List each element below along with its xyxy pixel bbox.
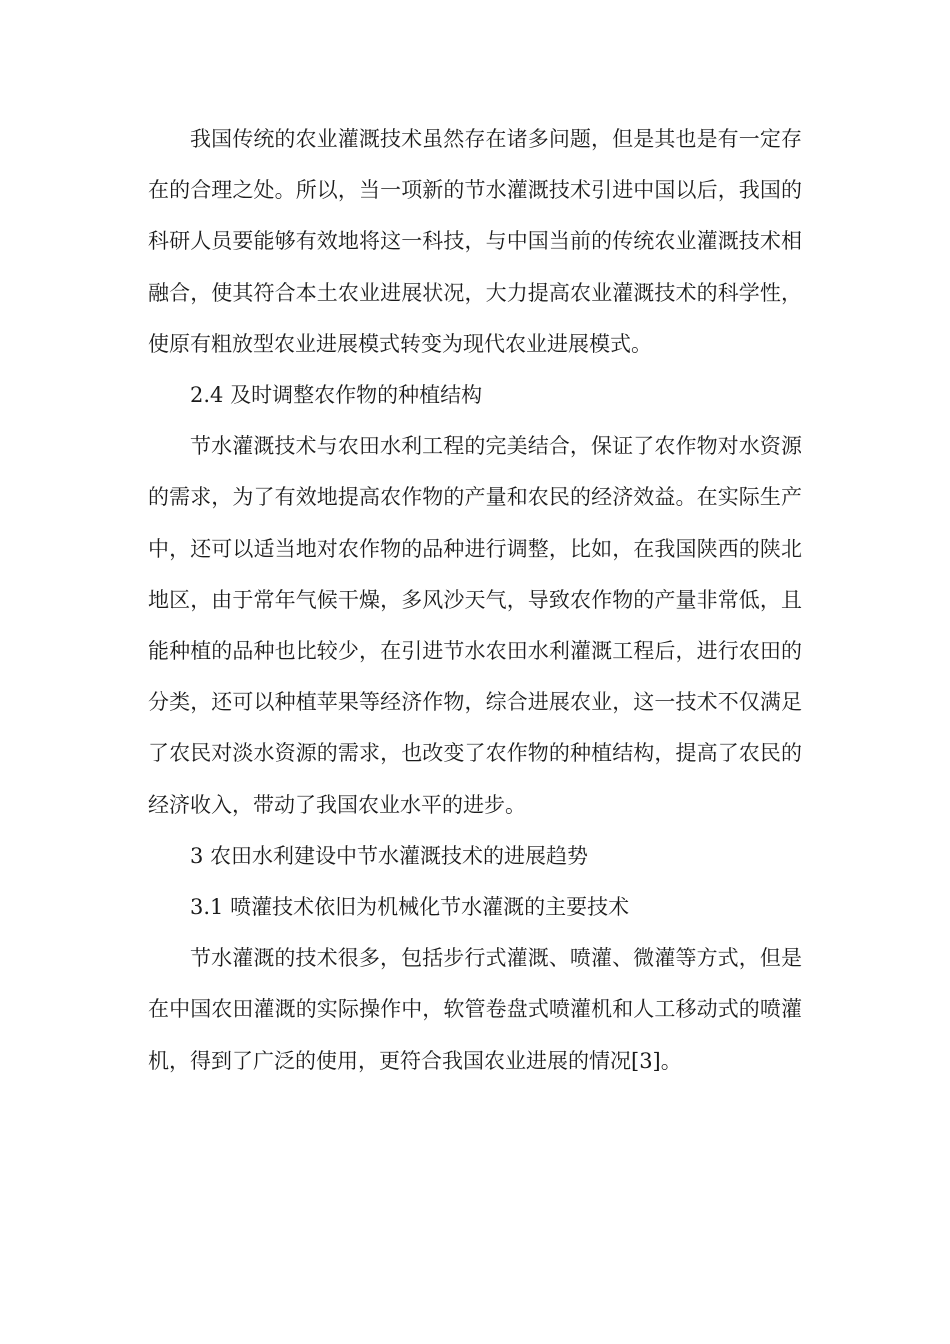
document-body [148, 114, 802, 1087]
section-heading-2-4: 2.4 及时调整农作物的种植结构 [190, 383, 483, 408]
section-heading-3-1: 3.1 喷灌技术依旧为机械化节水灌溉的主要技术 [190, 895, 630, 920]
section-heading-3: 3 农田水利建设中节水灌溉技术的进展趋势 [190, 843, 589, 868]
paragraph-crop-structure: 节水灌溉技术与农田水利工程的完美结合，保证了农作物对水资源的需求，为了有效地提高农作物的产量和农民的经济效益。在实际生产中，还可以适当地对农作物的品种进行调整，比如，在我国陕西的陕北地区，由于常年气候干燥，多风沙天气，导致农作物的产量非常低，且能种植的品种也比较少，在引进节水农田水利灌溉工程后，进行农田的分类，还可以种植苹果等经济作物，综合进展农业，这一技术不仅满足了农民对淡水资源的需求，也改变了农作物的种植结构，提高了农民的经济收入，带动了我国农业水平的进步。 [148, 434, 802, 817]
paragraph-sprinkler-technology: 节水灌溉的技术很多，包括步行式灌溉、喷灌、微灌等方式，但是在中国农田灌溉的实际操作中，软管卷盘式喷灌机和人工移动式的喷灌机，得到了广泛的使用，更符合我国农业进展的情况[3]。 [148, 946, 802, 1073]
paragraph-traditional-irrigation: 我国传统的农业灌溉技术虽然存在诸多问题，但是其也是有一定存在的合理之处。所以，当一项新的节水灌溉技术引进中国以后，我国的科研人员要能够有效地将这一科技，与中国当前的传统农业灌溉技术相融合，使其符合本土农业进展状况，大力提高农业灌溉技术的科学性，使原有粗放型农业进展模式转变为现代农业进展模式。 [148, 127, 802, 356]
